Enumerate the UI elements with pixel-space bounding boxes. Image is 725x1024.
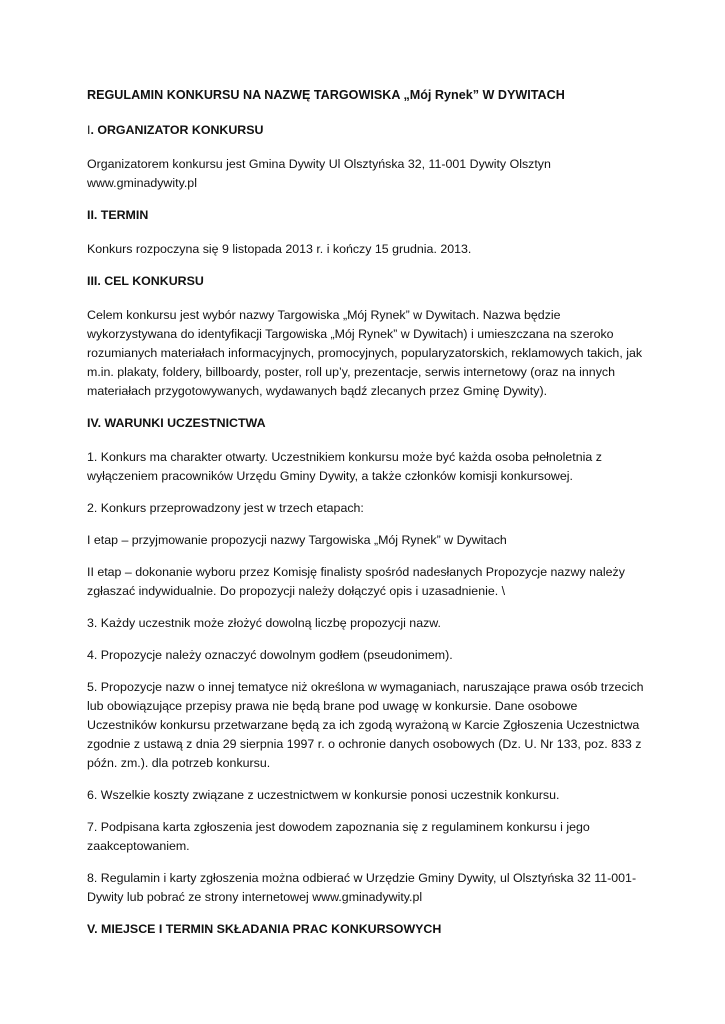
paragraph: 3. Każdy uczestnik może złożyć dowolną liczbę propozycji nazw. [87,616,441,630]
paragraph: Organizatorem konkursu jest Gmina Dywity Ul Olsztyńska 32, 11-001 Dywity Olsztyn www.gminadywity.pl [87,157,551,190]
section-heading-term: II. TERMIN [87,208,149,222]
section-heading-text: . ORGANIZATOR KONKURSU [90,123,264,137]
section-heading-goal: III. CEL KONKURSU [87,274,204,288]
paragraph: 2. Konkurs przeprowadzony jest w trzech etapach: [87,501,364,515]
paragraph: 6. Wszelkie koszty związane z uczestnictwem w konkursie ponosi uczestnik konkursu. [87,788,560,802]
paragraph: 7. Podpisana karta zgłoszenia jest dowodem zapoznania się z regulaminem konkursu i jego zaakceptowaniem. [87,820,590,853]
section-heading-submission: V. MIEJSCE I TERMIN SKŁADANIA PRAC KONKURSOWYCH [87,922,442,936]
paragraph: 5. Propozycje nazw o innej tematyce niż określona w wymaganiach, naruszające prawa osób trzecich lub obowiązujące przepisy prawa nie będą brane pod uwagę w konkursie. Dane osobowe Uczestników konkursu przetwarzane będą za ich zgodą wyrażoną w Karcie Zgłoszenia Uczestnictwa zgodnie z ustawą z dnia 29 sierpnia 1997 r. o ochronie danych osobowych (Dz. U. Nr 133, poz. 833 z późn. zm.). dla potrzeb konkursu. [87,680,644,770]
document-title: REGULAMIN KONKURSU NA NAZWĘ TARGOWISKA „Mój Rynek” W DYWITACH [87,88,565,102]
paragraph: 1. Konkurs ma charakter otwarty. Uczestnikiem konkursu może być każda osoba pełnoletnia z wyłączeniem pracowników Urzędu Gminy Dywity, a także członków komisji konkursowej. [87,450,602,483]
paragraph: I etap – przyjmowanie propozycji nazwy Targowiska „Mój Rynek” w Dywitach [87,533,507,547]
paragraph: 8. Regulamin i karty zgłoszenia można odbierać w Urzędzie Gminy Dywity, ul Olsztyńska 32 11-001-Dywity lub pobrać ze strony internetowej www.gminadywity.pl [87,871,637,904]
document-page [87,86,647,954]
section-heading-participation: IV. WARUNKI UCZESTNICTWA [87,416,266,430]
section-heading-organizer [87,121,647,140]
paragraph: Celem konkursu jest wybór nazwy Targowiska „Mój Rynek” w Dywitach. Nazwa będzie wykorzystywana do identyfikacji Targowiska „Mój Rynek” w Dywitach) i umieszczana na szeroko rozumianych materiałach informacyjnych, promocyjnych, popularyzatorskich, reklamowych takich, jak m.in. plakaty, foldery, billboardy, poster, roll up’y, prezentacje, serwis internetowy (oraz na innych materiałach przygotowywanych, wydawanych bądź zlecanych przez Gminę Dywity). [87,308,643,398]
section-heading-prefix: I [87,123,91,137]
paragraph: 4. Propozycje należy oznaczyć dowolnym godłem (pseudonimem). [87,648,453,662]
paragraph: II etap – dokonanie wyboru przez Komisję finalisty spośród nadesłanych Propozycje nazwy należy zgłaszać indywidualnie. Do propozycji należy dołączyć opis i uzasadnienie. \ [87,565,625,598]
paragraph: Konkurs rozpoczyna się 9 listopada 2013 r. i kończy 15 grudnia. 2013. [87,242,472,256]
